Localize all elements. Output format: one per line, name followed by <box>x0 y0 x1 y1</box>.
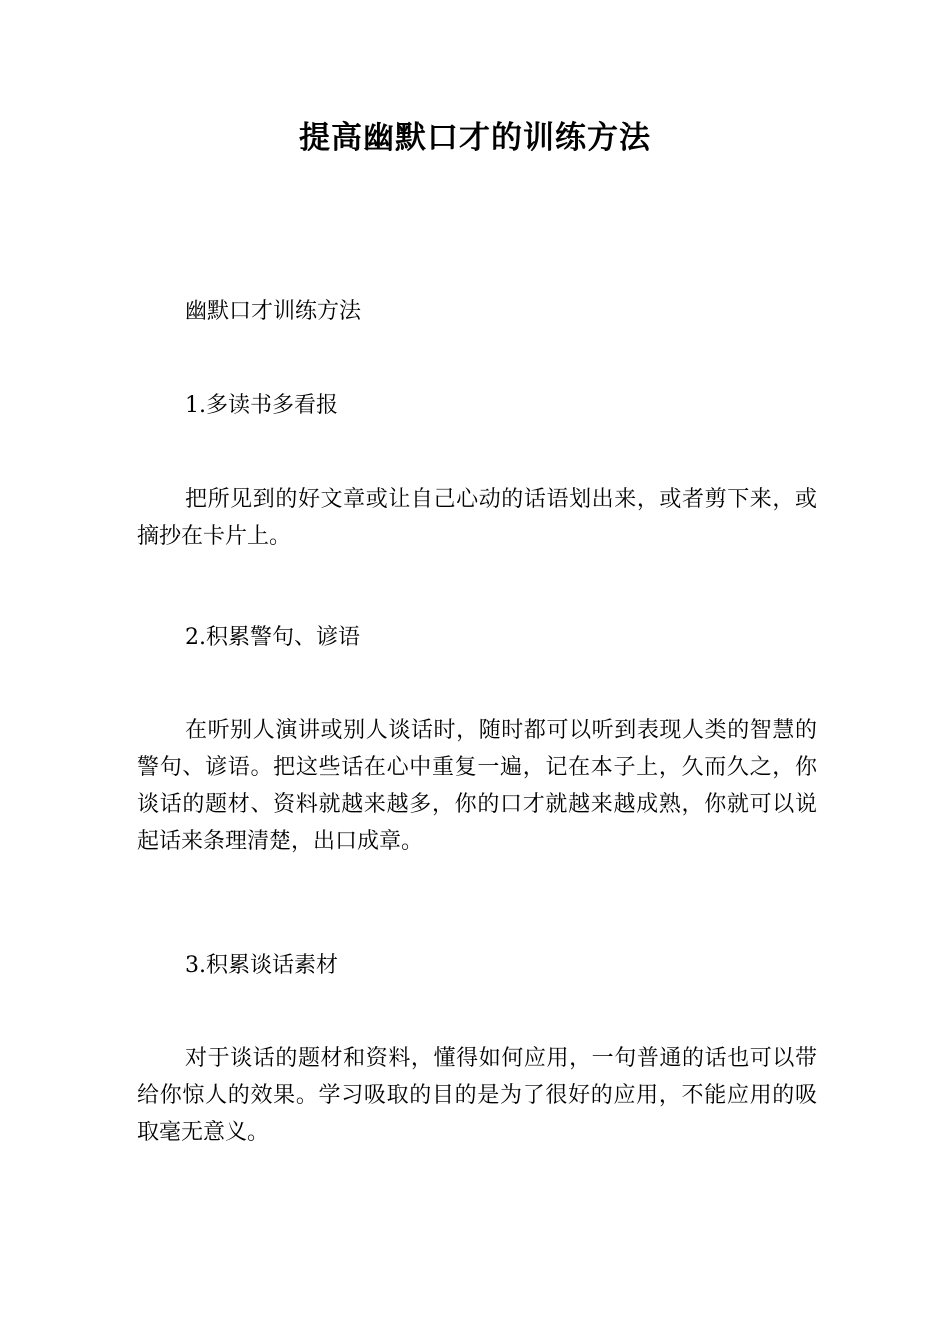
section-2-body: 在听别人演讲或别人谈话时，随时都可以听到表现人类的智慧的警句、谚语。把这些话在心中重复一遍，记在本子上，久而久之，你谈话的题材、资料就越来越多，你的口才就越来越成熟，你就可以说起话来条理清楚，出口成章。 <box>137 718 817 854</box>
document-title: 提高幽默口才的训练方法 <box>299 120 651 156</box>
section-3-body: 对于谈话的题材和资料，懂得如何应用，一句普通的话也可以带给你惊人的效果。学习吸取的目的是为了很好的应用，不能应用的吸取毫无意义。 <box>137 1046 817 1145</box>
section-2-heading: 2.积累警句、谚语 <box>185 625 360 650</box>
intro-heading: 幽默口才训练方法 <box>185 299 362 324</box>
section-1-body: 把所见到的好文章或让自己心动的话语划出来，或者剪下来，或摘抄在卡片上。 <box>137 487 817 549</box>
section-3-heading: 3.积累谈话素材 <box>185 953 338 978</box>
section-1-heading: 1.多读书多看报 <box>185 393 338 418</box>
